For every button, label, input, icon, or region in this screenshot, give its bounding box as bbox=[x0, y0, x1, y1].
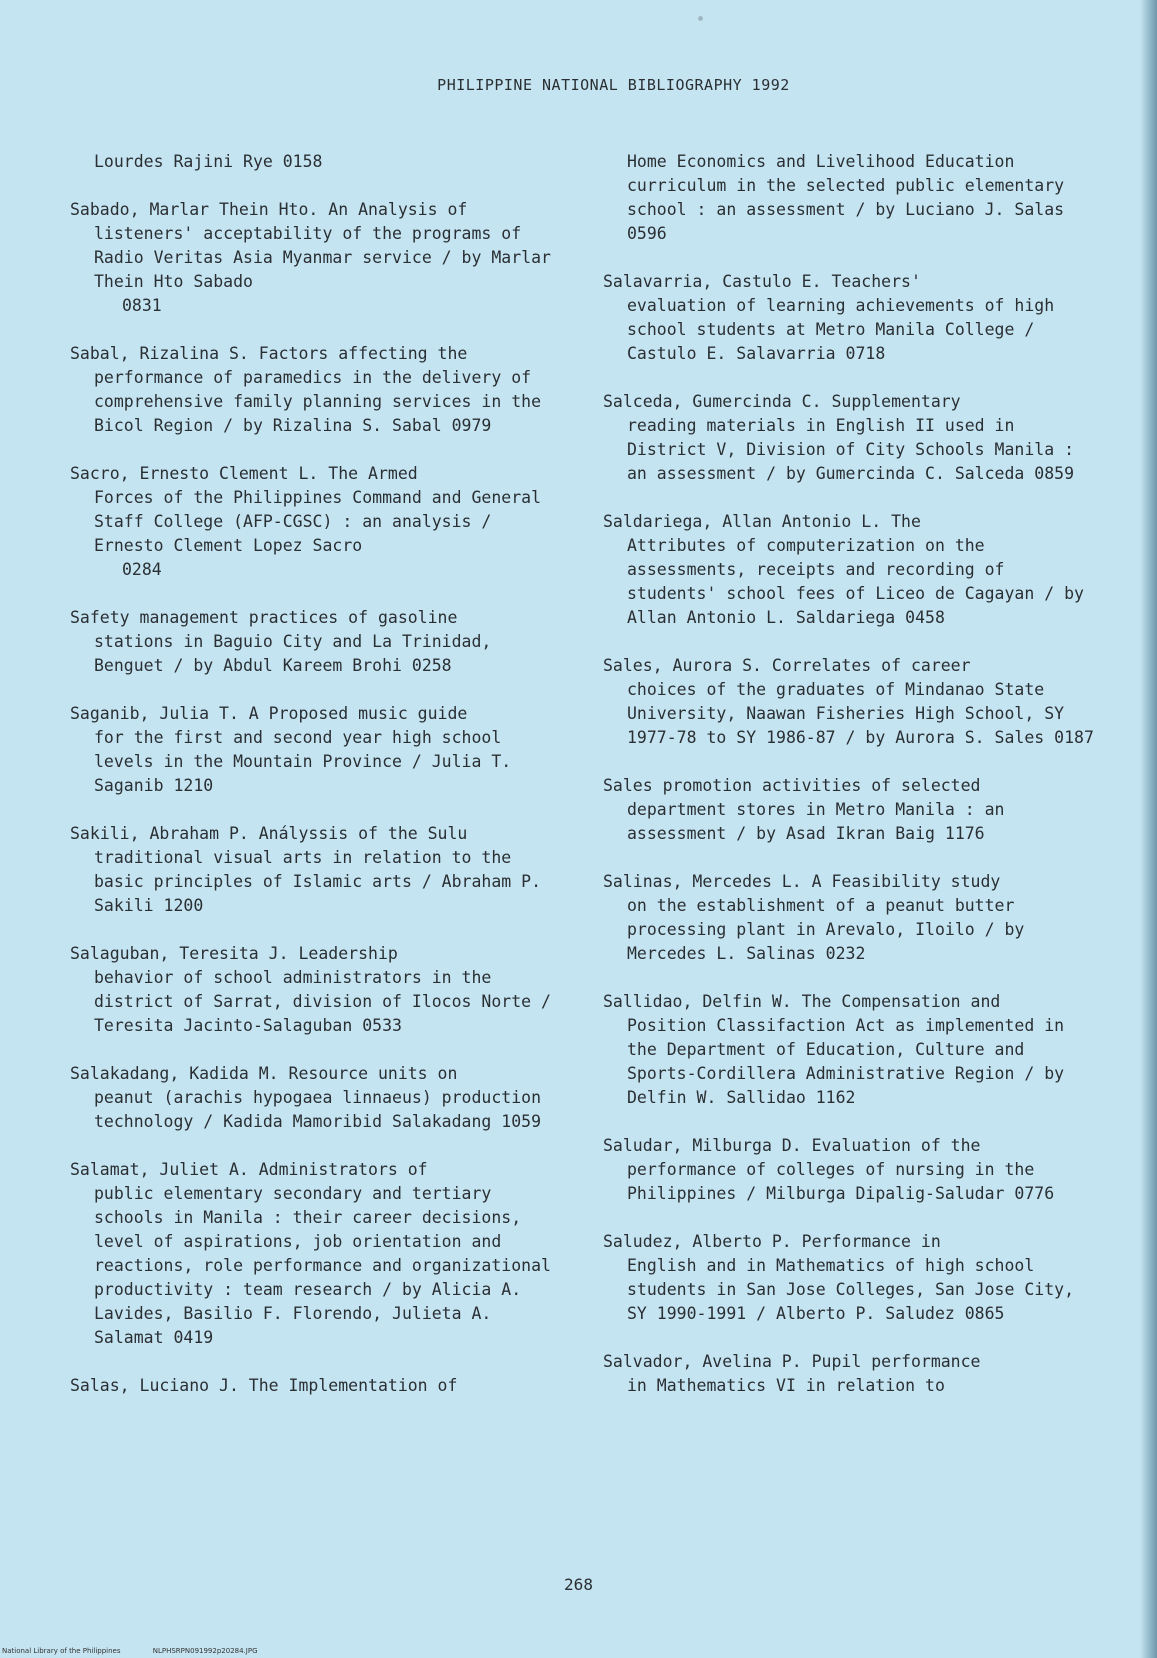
bibliography-entry bbox=[603, 990, 1103, 1110]
entry-body: department stores in Metro Manila : an assessment / by Asad Ikran Baig 1176 bbox=[627, 800, 1005, 843]
footer-file: NLPHSRPN091992p20284.JPG bbox=[152, 1647, 258, 1655]
entry-heading: Salakadang, Kadida M. Resource units on bbox=[70, 1064, 458, 1083]
entry-body: Attributes of computerization on the assessments, receipts and recording of students' school fees of Liceo de Cagayan / by Allan Antonio L. Saldariega 0458 bbox=[627, 536, 1084, 627]
footer-library: National Library of the Philippines bbox=[2, 1647, 121, 1655]
entry-heading: Safety management practices of gasoline bbox=[70, 608, 458, 627]
page-number: 268 bbox=[564, 1575, 593, 1594]
entry-number: 0831 bbox=[122, 296, 162, 315]
entry-heading: Sabado, Marlar Thein Hto. An Analysis of bbox=[70, 200, 468, 219]
bibliography-entry bbox=[70, 822, 570, 918]
right-column bbox=[603, 150, 1103, 1422]
entry-heading: Saganib, Julia T. A Proposed music guide bbox=[70, 704, 468, 723]
bibliography-entry bbox=[70, 942, 570, 1038]
entry-body: public elementary secondary and tertiary schools in Manila : their career decisions, level of aspirations, job orientation and reactions, role performance and organizational productivity : team research / by Alicia A. Lavides, Basilio F. Florendo, Julieta A. Salamat 0419 bbox=[94, 1184, 551, 1347]
bibliography-entry bbox=[603, 870, 1103, 966]
bibliography-entry bbox=[70, 1062, 570, 1134]
entry-body: listeners' acceptability of the programs of Radio Veritas Asia Myanmar service / by Marlar Thein Hto Sabado bbox=[94, 224, 551, 291]
left-column bbox=[70, 150, 570, 1422]
bibliography-entry bbox=[603, 1230, 1103, 1326]
entry-body: traditional visual arts in relation to the basic principles of Islamic arts / Abraham P. Sakili 1200 bbox=[94, 848, 542, 915]
page-header: PHILIPPINE NATIONAL BIBLIOGRAPHY 1992 bbox=[437, 76, 790, 94]
bibliography-entry bbox=[70, 150, 570, 174]
entry-heading: Saldariega, Allan Antonio L. The bbox=[603, 512, 921, 531]
bibliography-entry bbox=[70, 702, 570, 798]
entry-body: Position Classifaction Act as implemented in the Department of Education, Culture and Sports-Cordillera Administrative Region / by Delfin W. Sallidao 1162 bbox=[627, 1016, 1065, 1107]
entry-body: performance of colleges of nursing in the Philippines / Milburga Dipalig-Saludar 0776 bbox=[627, 1160, 1055, 1203]
entry-heading: Saludar, Milburga D. Evaluation of the bbox=[603, 1136, 981, 1155]
entry-heading: Salinas, Mercedes L. A Feasibility study bbox=[603, 872, 1001, 891]
entry-heading: Salceda, Gumercinda C. Supplementary bbox=[603, 392, 961, 411]
bibliography-entry bbox=[70, 462, 570, 582]
entry-heading: Sacro, Ernesto Clement L. The Armed bbox=[70, 464, 418, 483]
entry-body: Lourdes Rajini Rye 0158 bbox=[94, 152, 323, 171]
bibliography-entry bbox=[70, 1374, 570, 1398]
entry-heading: Sallidao, Delfin W. The Compensation and bbox=[603, 992, 1001, 1011]
entry-heading: Salvador, Avelina P. Pupil performance bbox=[603, 1352, 981, 1371]
entry-heading: Sabal, Rizalina S. Factors affecting the bbox=[70, 344, 468, 363]
bibliography-entry bbox=[603, 270, 1103, 366]
entry-heading: Sakili, Abraham P. Anályssis of the Sulu bbox=[70, 824, 468, 843]
bibliography-entry bbox=[603, 150, 1103, 246]
entry-body: evaluation of learning achievements of high school students at Metro Manila College / Castulo E. Salavarria 0718 bbox=[627, 296, 1055, 363]
entry-heading: Salavarria, Castulo E. Teachers' bbox=[603, 272, 921, 291]
bibliography-entry bbox=[603, 1350, 1103, 1398]
entry-body: Forces of the Philippines Command and General Staff College (AFP-CGSC) : an analysis / Ernesto Clement Lopez Sacro bbox=[94, 488, 542, 555]
entry-body: on the establishment of a peanut butter processing plant in Arevalo, Iloilo / by Mercedes L. Salinas 0232 bbox=[627, 896, 1025, 963]
entry-body: performance of paramedics in the delivery of comprehensive family planning services in the Bicol Region / by Rizalina S. Sabal 0979 bbox=[94, 368, 542, 435]
bibliography-entry bbox=[70, 606, 570, 678]
entry-heading: Saludez, Alberto P. Performance in bbox=[603, 1232, 941, 1251]
bibliography-entry bbox=[603, 390, 1103, 486]
entry-body: peanut (arachis hypogaea linnaeus) production technology / Kadida Mamoribid Salakadang 1059 bbox=[94, 1088, 542, 1131]
entry-heading: Sales, Aurora S. Correlates of career bbox=[603, 656, 971, 675]
bibliography-entry bbox=[603, 654, 1103, 750]
entry-body: choices of the graduates of Mindanao State University, Naawan Fisheries High School, SY 1977-78 to SY 1986-87 / by Aurora S. Sales 0187 bbox=[627, 680, 1094, 747]
entry-body: for the first and second year high school levels in the Mountain Province / Julia T. Saganib 1210 bbox=[94, 728, 512, 795]
entry-body: behavior of school administrators in the district of Sarrat, division of Ilocos Norte / Teresita Jacinto-Salaguban 0533 bbox=[94, 968, 551, 1035]
footer bbox=[2, 1647, 288, 1655]
speck bbox=[698, 16, 703, 21]
bibliography-entry bbox=[70, 342, 570, 438]
entry-body: English and in Mathematics of high school students in San Jose Colleges, San Jose City, SY 1990-1991 / Alberto P. Saludez 0865 bbox=[627, 1256, 1075, 1323]
entry-body: reading materials in English II used in District V, Division of City Schools Manila : an assessment / by Gumercinda C. Salceda 0859 bbox=[627, 416, 1075, 483]
page-edge bbox=[1140, 0, 1157, 1658]
entry-heading: Salaguban, Teresita J. Leadership bbox=[70, 944, 398, 963]
bibliography-entry bbox=[603, 510, 1103, 630]
entry-body: in Mathematics VI in relation to bbox=[627, 1376, 945, 1395]
bibliography-entry bbox=[603, 774, 1103, 846]
bibliography-entry bbox=[70, 1158, 570, 1350]
bibliography-entry bbox=[70, 198, 570, 318]
entry-number: 0284 bbox=[122, 560, 162, 579]
entry-body: stations in Baguio City and La Trinidad, Benguet / by Abdul Kareem Brohi 0258 bbox=[94, 632, 492, 675]
entry-heading: Sales promotion activities of selected bbox=[603, 776, 981, 795]
entry-heading: Salas, Luciano J. The Implementation of bbox=[70, 1376, 458, 1395]
entry-heading: Salamat, Juliet A. Administrators of bbox=[70, 1160, 428, 1179]
bibliography-entry bbox=[603, 1134, 1103, 1206]
entry-body: Home Economics and Livelihood Education curriculum in the selected public elementary school : an assessment / by Luciano J. Salas 0596 bbox=[627, 152, 1065, 243]
